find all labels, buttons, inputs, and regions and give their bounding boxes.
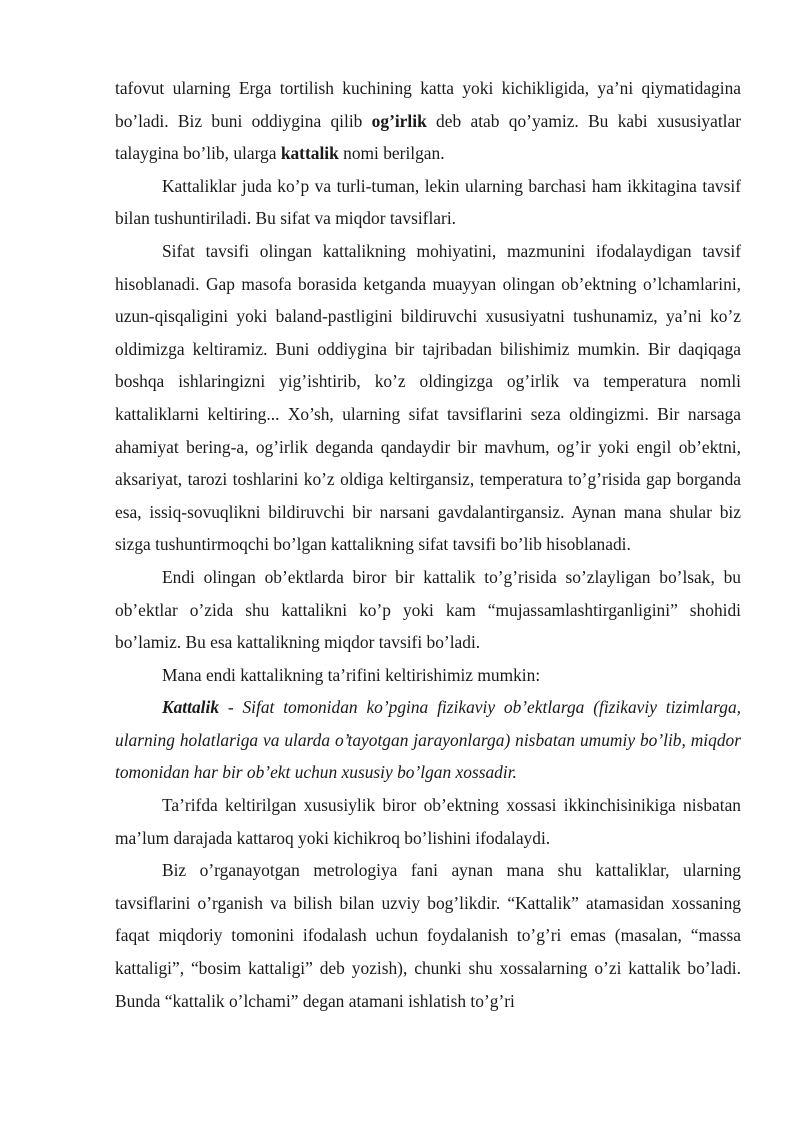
text-run: Biz o’rganayotgan metrologiya fani aynan mana shu kattaliklar, ularning tavsiflarini o’rganish va bilish bilan uzviy bog’likdir. “Kattalik” atamasidan xossaning faqat miqdoriy tomonini ifodalash uchun foydalanish to’g’ri emas (masalan, “massa kattaligi”, “bosim kattaligi” deb yozish), chunki shu xossalarning o’zi kattalik bo’ladi. Bunda “kattalik o’lchami” degan atamani ishlatish to’g’ri xyxy=(115,860,741,1011)
definition-text: - Sifat tomonidan ko’pgina fizikaviy ob’ektlarga (fizikaviy tizimlarga, ularning holatlariga va ularda o’tayotgan jarayonlarga) nisbatan umumiy bo’lib, miqdor tomonidan har bir ob’ekt uchun xususiy bo’lgan xossadir. xyxy=(115,697,741,783)
text-run: Kattaliklar juda ko’p va turli-tuman, lekin ularning barchasi ham ikkitagina tavsif bilan tushuntiriladi. Bu sifat va miqdor tavsiflari. xyxy=(115,175,741,229)
paragraph xyxy=(115,72,741,170)
text-run: deb atab qo’yamiz. Bu kabi xususiyatlar talaygina bo’lib, ularga xyxy=(115,110,741,164)
text-run: nomi berilgan. xyxy=(338,143,445,164)
text-run: tafovut ularning Erga tortilish kuchining katta yoki kichikligida, ya’ni qiymatidagina bo’ladi. Biz buni oddiygina qilib xyxy=(115,78,741,131)
paragraph xyxy=(115,235,741,561)
bold-term-kattalik: kattalik xyxy=(280,143,339,164)
paragraph xyxy=(115,854,741,1017)
definition-paragraph xyxy=(115,691,741,789)
paragraph xyxy=(115,170,741,235)
text-run: Sifat tavsifi olingan kattalikning mohiyatini, mazmunini ifodalaydigan tavsif hisoblanadi. Gap masofa borasida ketganda muayyan olingan ob’ektning o’lchamlarini, uzun-qisqaligini yoki baland-pastligini bildiruvchi xususiyatni tushunamiz, ya’ni ko’z oldimizga keltiramiz. Buni oddiygina bir tajribadan bilishimiz mumkin. Bir daqiqaga boshqa ishlaringizni yig’ishtirib, ko’z oldingizga og’irlik va temperatura nomli kattaliklarni keltiring... Xo’sh, ularning sifat tavsiflarini seza oldingizmi. Bir narsaga ahamiyat bering-a, og’irlik deganda qandaydir bir mavhum, og’ir yoki engil ob’ektni, aksariyat, tarozi toshlarini ko’z oldiga keltirgansiz, temperatura to’g’risida gap borganda esa, issiq-sovuqlikni bildiruvchi bir narsani gavdalantirgansiz. Aynan mana shular biz sizga tushuntirmoqchi bo’lgan kattalikning sifat tavsifi bo’lib hisoblanadi. xyxy=(115,240,741,555)
bold-term-ogirlik: og’irlik xyxy=(371,110,427,131)
paragraph xyxy=(115,789,741,854)
document-body xyxy=(115,72,741,1017)
text-run: Endi olingan ob’ektlarda biror bir kattalik to’g’risida so’zlayligan bo’lsak, bu ob’ektlar o’zida shu kattalikni ko’p yoki kam “mujassamlashtirganligini” shohidi bo’lamiz. Bu esa kattalikning miqdor tavsifi bo’ladi. xyxy=(115,566,741,653)
paragraph xyxy=(115,659,741,692)
text-run: Ta’rifda keltirilgan xususiylik biror ob’ektning xossasi ikkinchisinikiga nisbatan ma’lum darajada kattaroq yoki kichikroq bo’lishini ifodalaydi. xyxy=(115,795,741,848)
text-run: Mana endi kattalikning ta’rifini keltirishimiz mumkin: xyxy=(162,664,541,685)
paragraph xyxy=(115,561,741,659)
definition-term: Kattalik xyxy=(162,697,220,718)
